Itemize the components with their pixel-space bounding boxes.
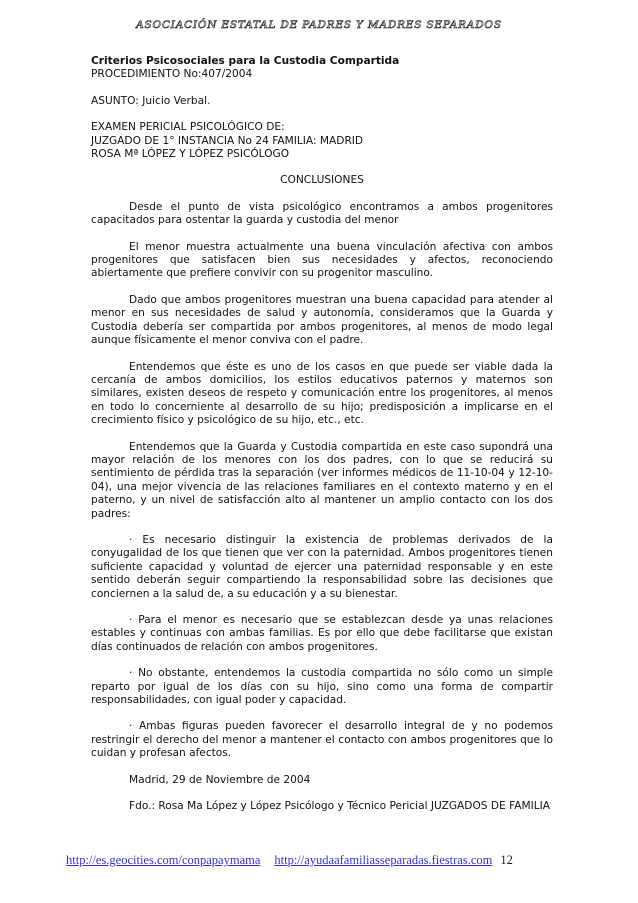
paragraph: Dado que ambos progenitores muestran una buena capacidad para atender al menor en sus necesidades de salud y autonomía, consideramos que la Guarda y Custodia debería ser compartida por ambos progenitores, al menos de modo legal aunque físicamente el menor conviva con el padre. bbox=[91, 293, 553, 347]
document-body bbox=[91, 55, 553, 813]
procedure-line: PROCEDIMIENTO No:407/2004 bbox=[91, 68, 253, 81]
paragraph: El menor muestra actualmente una buena vinculación afectiva con ambos progenitores que satisfacen bien sus necesidades y afectos, reconociendo abiertamente que prefiere convivir con su progenitor masculino. bbox=[91, 240, 553, 280]
date-line: Madrid, 29 de Noviembre de 2004 bbox=[129, 773, 311, 786]
exam-line-1: EXAMEN PERICIAL PSICOLÓGICO DE: bbox=[91, 121, 285, 134]
paragraph: Entendemos que éste es uno de los casos en que puede ser viable dada la cercanía de ambos domicilios, los estilos educativos paternos y maternos son similares, existen deseos de respeto y comunicación entre los progenitores, al menos en todo lo concerniente al desarrollo de su hijo; predisposición a implicarse en el crecimiento físico y psicológico de su hijo, etc., etc. bbox=[91, 360, 553, 427]
footer bbox=[66, 853, 566, 868]
bullet-paragraph: · Para el menor es necesario que se establezcan desde ya unas relaciones estables y continuas con ambas familias. Es por ello que debe facilitarse que existan días continuados de relación con ambos progenitores. bbox=[91, 614, 553, 653]
paragraph: Desde el punto de vista psicológico encontramos a ambos progenitores capacitados para ostentar la guarda y custodia del menor bbox=[91, 200, 553, 227]
exam-line-3: ROSA Mª LÓPEZ Y LÓPEZ PSICÓLOGO bbox=[91, 148, 290, 161]
document-title: Criterios Psicosociales para la Custodia Compartida bbox=[91, 55, 400, 67]
subject-line: ASUNTO: Juicio Verbal. bbox=[91, 94, 211, 107]
bullet-paragraph: · Es necesario distinguir la existencia de problemas derivados de la conyugalidad de los que tienen que ver con la paternidad. Ambos progenitores tienen suficiente capacidad y voluntad de ejercer una paternidad responsable y en este sentido deberán seguir compartiendo la responsabilidad sobre las decisiones que conciernen a la salud de, a su educación y a su bienestar. bbox=[91, 533, 553, 600]
paragraph: Entendemos que la Guarda y Custodia compartida en este caso supondrá una mayor relación de los menores con los dos padres, con lo que se reducirá su sentimiento de pérdida tras la separación (ver informes médicos de 11-10-04 y 12-10-04), una mejor vivencia de las relaciones familiares en el contexto materno y en el paterno, y un nivel de satisfacción alto al mantener un amplio contacto con los dos padres: bbox=[91, 440, 553, 520]
page-number: 12 bbox=[500, 853, 513, 867]
footer-link-geocities[interactable]: http://es.geocities.com/conpapaymama bbox=[66, 853, 261, 867]
footer-link-ayuda[interactable]: http://ayudaafamiliasseparadas.fiestras.com bbox=[274, 853, 493, 867]
bullet-paragraph: · Ambas figuras pueden favorecer el desarrollo integral de y no podemos restringir el derecho del menor a mantener el contacto con ambos progenitores que lo cuidan y profesan afectos. bbox=[91, 720, 553, 760]
section-title: CONCLUSIONES bbox=[280, 174, 364, 187]
bullet-paragraph: · No obstante, entendemos la custodia compartida no sólo como un simple reparto por igual de los días con su hijo, sino como una forma de compartir responsabilidades, con igual poder y capacidad. bbox=[91, 667, 553, 707]
signature-line: Fdo.: Rosa Ma López y López Psicólogo y Técnico Pericial JUZGADOS DE FAMILIA bbox=[129, 800, 550, 813]
exam-line-2: JUZGADO DE 1° INSTANCIA No 24 FAMILIA: MADRID bbox=[91, 134, 364, 147]
header-banner: ASOCIACIÓN ESTATAL DE PADRES Y MADRES SEPARADOS bbox=[136, 19, 502, 31]
